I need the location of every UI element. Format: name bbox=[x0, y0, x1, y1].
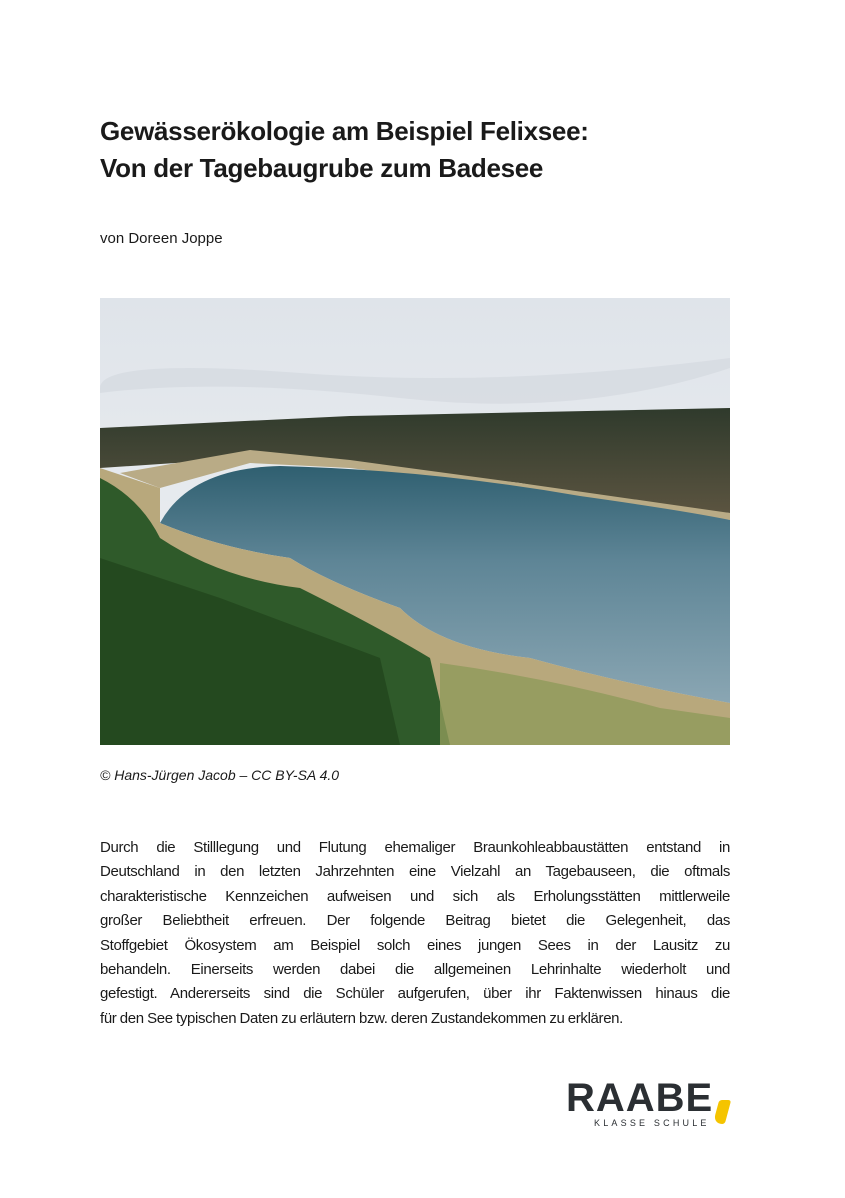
paragraph-line: Durch die Stilllegung und Flutung ehemaliger Braunkohleabbaustätten entstand in bbox=[100, 839, 730, 856]
paragraph-line: gefestigt. Andererseits sind die Schüler aufgerufen, über ihr Faktenwissen hinaus die bbox=[100, 985, 730, 1003]
paragraph-line: Stoffgebiet Ökosystem am Beispiel solch eines jungen Sees in der Lausitz zu bbox=[100, 936, 730, 954]
title-line-2: Von der Tagebaugrube zum Badesee bbox=[100, 153, 544, 183]
paragraph-line: behandeln. Einerseits werden dabei die allgemeinen Lehrinhalte wiederholt und bbox=[100, 961, 730, 979]
title-line-1: Gewässerökologie am Beispiel Felixsee: bbox=[100, 116, 589, 146]
paragraph-line: charakteristische Kennzeichen aufweisen und sich als Erholungsstätten mittlerweile bbox=[100, 887, 730, 905]
document-title bbox=[100, 113, 589, 187]
logo-tagline: KLASSE SCHULE bbox=[594, 1118, 710, 1128]
paragraph-line: für den See typischen Daten zu erläutern bzw. deren Zustandekommen zu erklären. bbox=[100, 1009, 623, 1027]
logo-wordmark: RAABE bbox=[566, 1076, 714, 1120]
author-byline: von Doreen Joppe bbox=[100, 230, 223, 247]
lake-photo bbox=[100, 298, 730, 745]
intro-paragraph bbox=[100, 836, 730, 1031]
raabe-logo bbox=[566, 1078, 736, 1134]
paragraph-line: Deutschland in den letzten Jahrzehnten eine Vielzahl an Tagebauseen, die oftmals bbox=[100, 863, 730, 881]
paragraph-line: großer Beliebtheit erfreuen. Der folgende Beitrag bietet die Gelegenheit, das bbox=[100, 912, 730, 930]
image-caption: © Hans-Jürgen Jacob – CC BY-SA 4.0 bbox=[100, 767, 340, 783]
